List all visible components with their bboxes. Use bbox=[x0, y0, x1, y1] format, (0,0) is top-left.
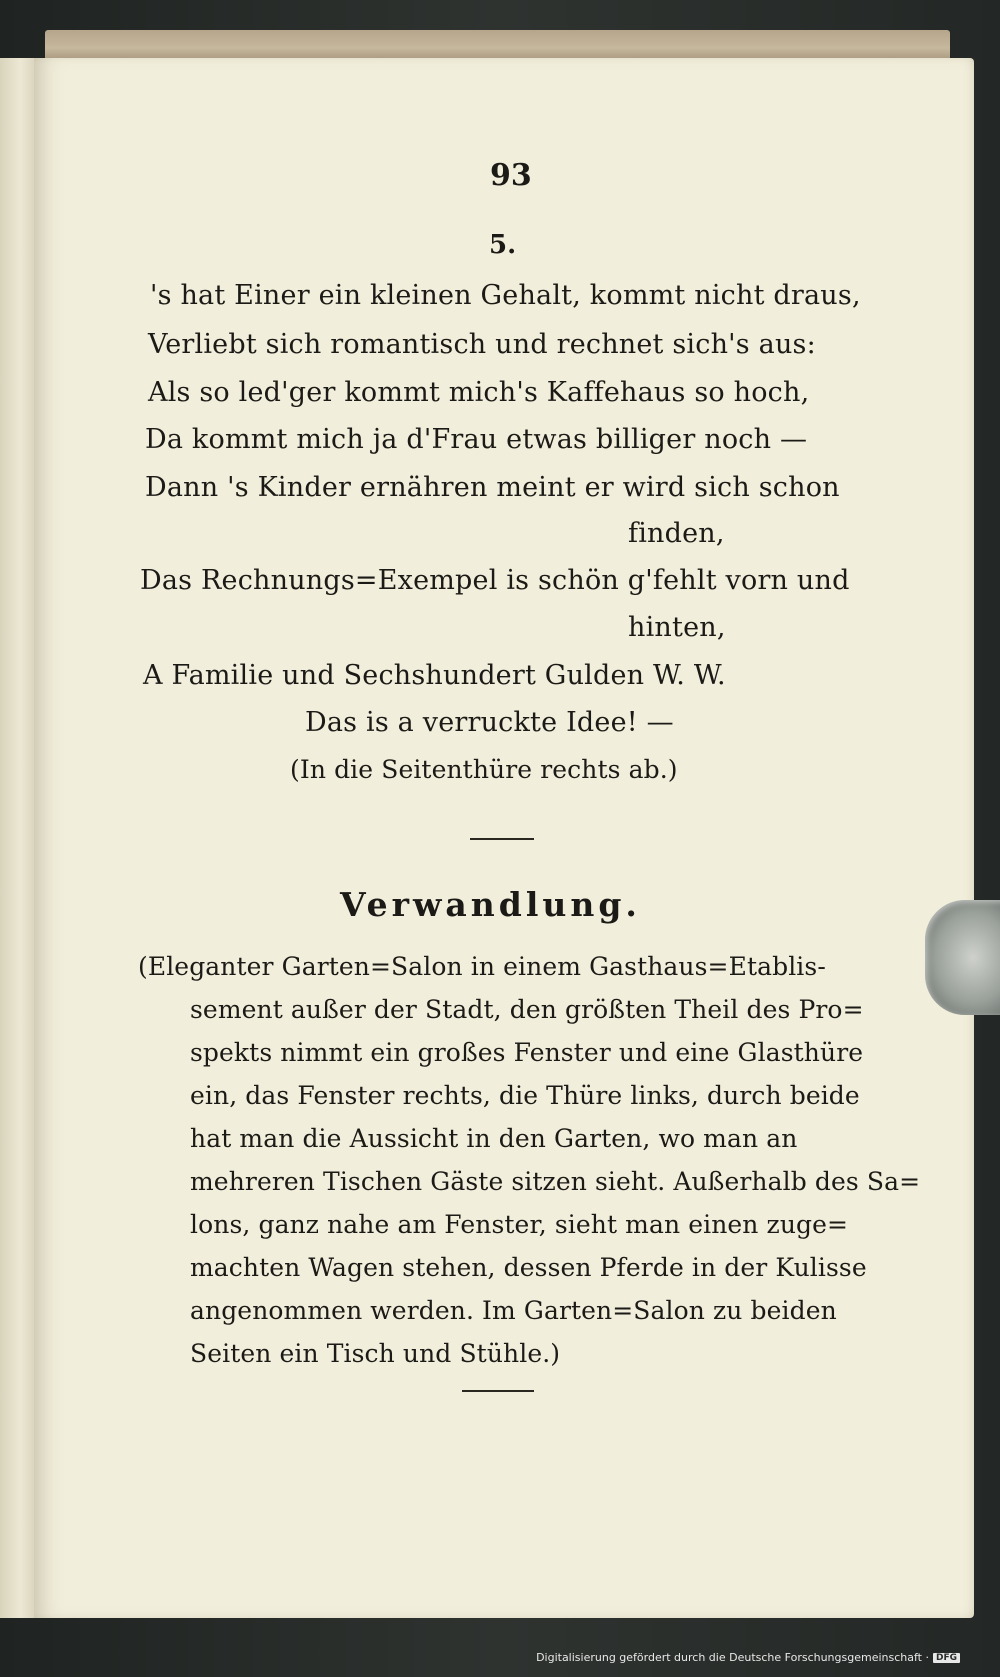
book-top-edge bbox=[45, 30, 950, 60]
section-heading: Verwandlung. bbox=[340, 885, 641, 924]
verse-line: A Familie und Sechshundert Gulden W. W. bbox=[143, 660, 726, 691]
dfg-logo: DFG bbox=[933, 1653, 960, 1663]
end-rule bbox=[462, 1390, 534, 1392]
verse-line-continuation: finden, bbox=[628, 518, 725, 549]
section-rule bbox=[470, 838, 534, 840]
verse-line: Dann 's Kinder ernähren meint er wird sich schon bbox=[145, 472, 840, 503]
verse-line-continuation: hinten, bbox=[628, 612, 726, 643]
stage-direction-line: ein, das Fenster rechts, die Thüre links, durch beide bbox=[190, 1081, 860, 1110]
scanner-clip bbox=[925, 900, 1000, 1015]
verse-line: Da kommt mich ja d'Frau etwas billiger noch — bbox=[145, 424, 808, 455]
stage-direction-line: mehreren Tischen Gäste sitzen sieht. Außerhalb des Sa= bbox=[190, 1167, 921, 1196]
stage-direction-line: machten Wagen stehen, dessen Pferde in der Kulisse bbox=[190, 1253, 867, 1282]
stage-direction-line: spekts nimmt ein großes Fenster und eine Glasthüre bbox=[190, 1038, 864, 1067]
stage-direction-line: hat man die Aussicht in den Garten, wo man an bbox=[190, 1124, 798, 1153]
page-number: 93 bbox=[490, 158, 532, 193]
stage-direction-line: angenommen werden. Im Garten=Salon zu beiden bbox=[190, 1296, 837, 1325]
stage-direction-line: (Eleganter Garten=Salon in einem Gasthaus=Etablis- bbox=[138, 952, 826, 981]
verse-line: Als so led'ger kommt mich's Kaffehaus so hoch, bbox=[148, 377, 810, 408]
stage-direction-line: sement außer der Stadt, den größten Theil des Pro= bbox=[190, 995, 864, 1024]
verse-line: Verliebt sich romantisch und rechnet sich's aus: bbox=[148, 329, 816, 360]
verse-line: Das is a verruckte Idee! — bbox=[305, 707, 674, 738]
exit-direction: (In die Seitenthüre rechts ab.) bbox=[290, 755, 678, 784]
facing-page-edge bbox=[0, 58, 34, 1618]
stanza-number: 5. bbox=[489, 230, 517, 260]
digitization-credit bbox=[536, 1651, 960, 1664]
credit-text: Digitalisierung gefördert durch die Deutsche Forschungsgemeinschaft · bbox=[536, 1651, 929, 1664]
verse-line: Das Rechnungs=Exempel is schön g'fehlt vorn und bbox=[140, 565, 850, 596]
stage-direction-line: Seiten ein Tisch und Stühle.) bbox=[190, 1339, 561, 1368]
stage-direction-line: lons, ganz nahe am Fenster, sieht man einen zuge= bbox=[190, 1210, 849, 1239]
verse-line: 's hat Einer ein kleinen Gehalt, kommt nicht draus, bbox=[150, 280, 861, 311]
